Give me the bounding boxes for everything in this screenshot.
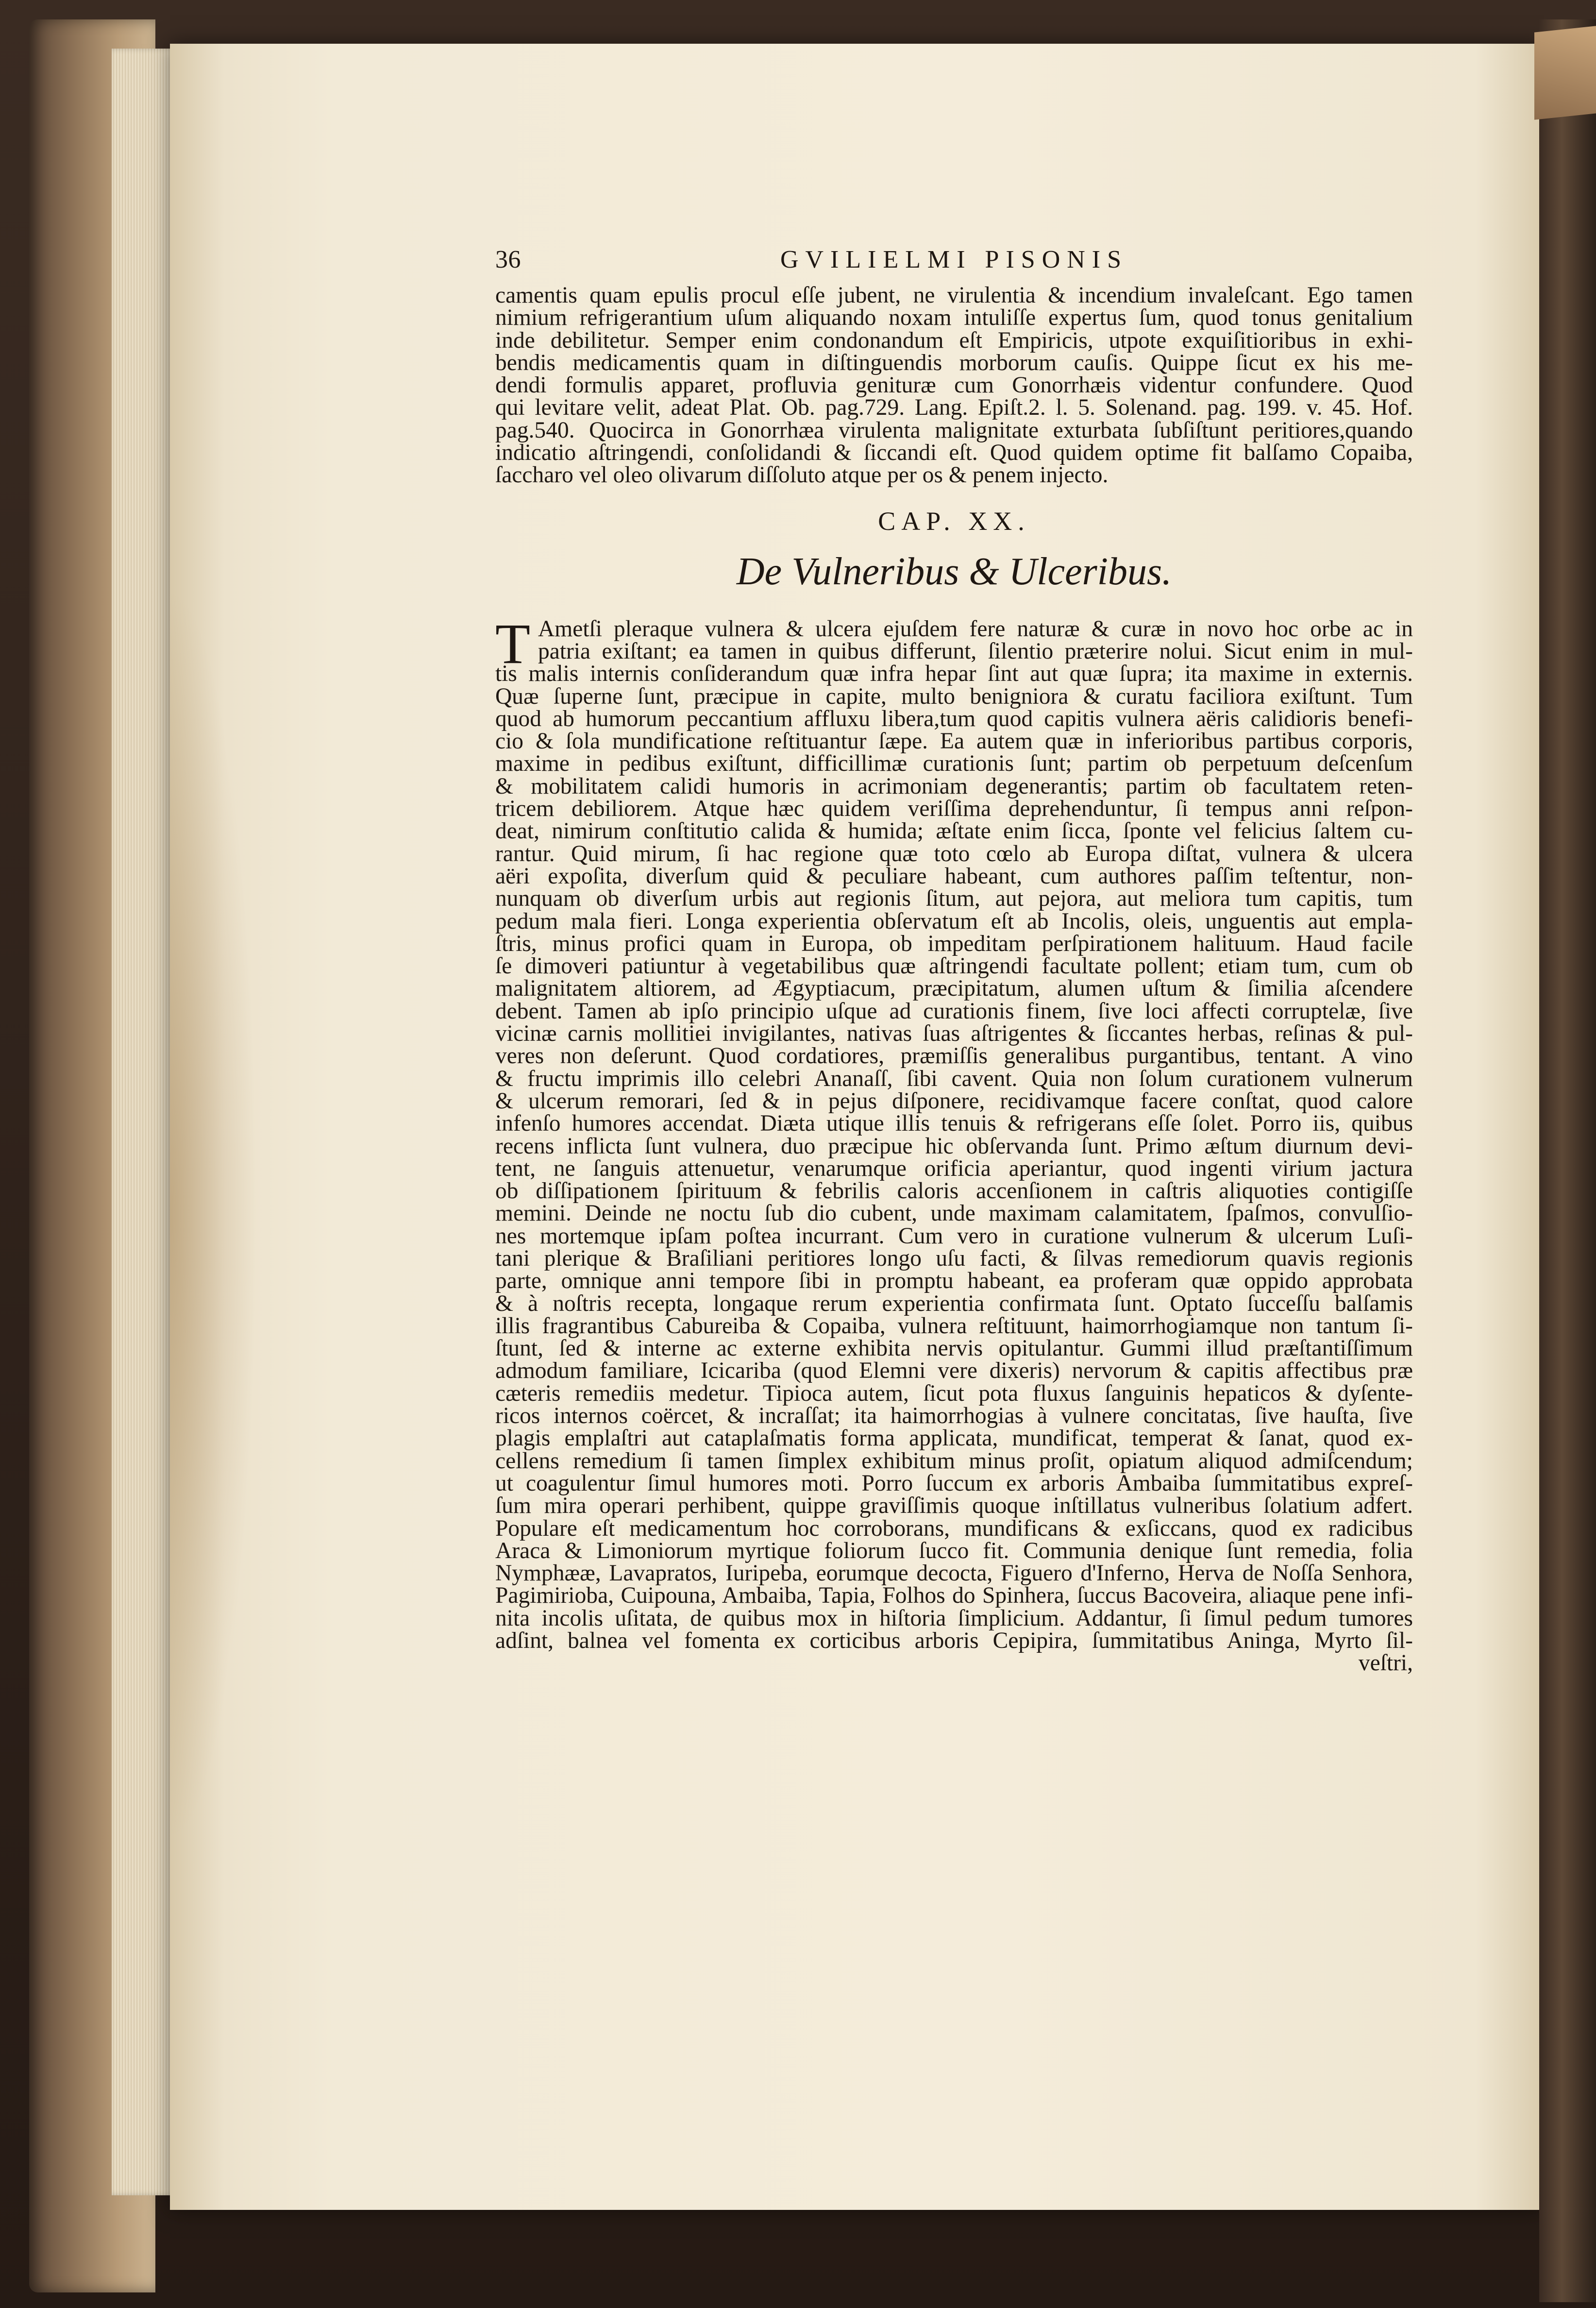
text-line: & fructu imprimis illo celebri Ananaſſ, ſibi cavent. Quia non ſolum curationem vulnerum bbox=[495, 1066, 1413, 1091]
text-line: infenſo humores accendat. Diæta utique illis tenuis & refrigerans eſſe ſolet. Porro iis, quibus bbox=[495, 1111, 1413, 1137]
text-line: pedum mala fieri. Longa experientia obſervatum eſt ab Incolis, oleis, unguentis aut empla- bbox=[495, 908, 1413, 934]
text-line: ſe dimoveri patiuntur à vegetabilibus quæ aſtringendi facultate pollent; etiam tum, cum ob bbox=[495, 953, 1413, 979]
facing-page-edge bbox=[1539, 19, 1596, 2302]
text-line: tricem debiliorem. Atque hæc quidem veriſſima deprehenduntur, ſi tempus anni reſpon- bbox=[495, 796, 1413, 822]
chapter-label: CAP. XX. bbox=[878, 506, 1030, 536]
text-line: recens inflicta ſunt vulnera, duo præcipue hic obſervanda ſunt. Primo æſtum diurnum devi- bbox=[495, 1133, 1413, 1159]
text-line: plagis emplaſtri aut cataplaſmatis forma applicata, mundificat, temperat & ſanat, quod ex- bbox=[495, 1426, 1413, 1451]
text-line: debent. Tamen ab ipſo principio uſque ad curationis finem, ſive loci affecti corruptelæ, ſive bbox=[495, 998, 1413, 1024]
text-line: quod ab humorum peccantium affluxu libera,tum quod capitis vulnera aëris calidioris benefi- bbox=[495, 706, 1413, 731]
text-line: tani plerique & Braſiliani peritiores longo uſu facti, & ſilvas remediorum quavis regionis bbox=[495, 1245, 1413, 1271]
text-line: maxime in pedibus exiſtunt, difficillimæ curationis ſunt; partim ob perpetuum deſcenſum bbox=[495, 751, 1413, 777]
text-line: ſum mira operari perhibent, quippe graviſſimis quoque inſtillatus vulneribus ſolatium adfert. bbox=[495, 1493, 1413, 1519]
chapter-title: De Vulneribus & Ulceribus. bbox=[736, 550, 1172, 593]
text-line: patria exiſtant; ea tamen in quibus differunt, ſilentio præterire nolui. Sicut enim in mul- bbox=[538, 638, 1413, 664]
text-line: tis malis internis conſiderandum quæ infra hepar ſint aut quæ ſupra; ita maxime in externis. bbox=[495, 661, 1413, 687]
text-line: nes mortemque ipſam poſtea incurrant. Cum vero in curatione vulnerum & ulcerum Luſi- bbox=[495, 1223, 1413, 1249]
text-line: admodum familiare, Icicariba (quod Elemni vere dixeris) nervorum & capitis affectibus præ bbox=[495, 1358, 1413, 1384]
text-line: ſtunt, ſed & interne ac externe exhibita nervis opitulantur. Gummi illud præſtantiſſimum bbox=[495, 1336, 1413, 1361]
page-stain bbox=[170, 583, 257, 1846]
text-line: ut coagulentur ſimul humores moti. Porro ſuccum ex arboris Ambaiba ſummitatibus expreſ- bbox=[495, 1470, 1413, 1496]
text-line: vicinæ carnis mollitiei invigilantes, nativas ſuas aſtrigentes & ſiccantes herbas, reſinas & pul- bbox=[495, 1021, 1413, 1047]
text-line: illis fragrantibus Cabureiba & Copaiba, vulnera reſtituunt, haimorrhogiamque non tantum ſi- bbox=[495, 1313, 1413, 1339]
text-line: cellens remedium ſi tamen ſimplex exhibitum minus proſit, opiatum aliquod admiſcendum; bbox=[495, 1448, 1413, 1474]
text-line: ob diſſipationem ſpirituum & febrilis caloris accenſionem in caſtris aliquoties contigiſſe bbox=[495, 1178, 1413, 1204]
drop-cap: T bbox=[495, 611, 531, 676]
text-line: & mobilitatem calidi humoris in acrimoniam degenerantis; partim ob facultatem reten- bbox=[495, 773, 1413, 799]
facing-page-corner bbox=[1534, 26, 1596, 119]
text-line: nita incolis uſitata, de quibus mox in hiſtoria ſimplicium. Addantur, ſi ſimul pedum tumores bbox=[495, 1605, 1413, 1631]
text-line: Quæ ſuperne ſunt, præcipue in capite, multo benigniora & curatu faciliora exiſtunt. Tum bbox=[495, 683, 1413, 709]
page-stack-edges bbox=[112, 49, 180, 2195]
catchword: veſtri, bbox=[1358, 1650, 1413, 1676]
text-line: cæteris remediis medetur. Tipioca autem, ſicut pota fluxus ſanguinis hepaticos & dyſente- bbox=[495, 1380, 1413, 1406]
text-line: Pagimirioba, Cuipouna, Ambaiba, Tapia, Folhos do Spinhera, ſuccus Bacoveira, aliaque pene infi- bbox=[495, 1583, 1413, 1609]
text-line: bendis medicamentis quam in diſtinguendis morborum cauſis. Quippe ſicut ex his me- bbox=[495, 350, 1413, 375]
text-line: Nymphææ, Lavapratos, Iuripeba, eorumque decocta, Figuero d'Inferno, Herva de Noſſa Senhora, bbox=[495, 1561, 1413, 1586]
text-line: nunquam ob diverſum urbis aut regionis ſitum, aut pejora, aut meliora tum capitis, tum bbox=[495, 886, 1413, 912]
running-head-author: GVILIELMI PISONIS bbox=[780, 246, 1128, 273]
text-line: veres non deſerunt. Quod cordatiores, præmiſſis generalibus purgantibus, tentant. A vino bbox=[495, 1043, 1413, 1069]
text-line: & à noſtris recepta, longaque rerum experientia confirmata ſunt. Optato ſucceſſu balſamis bbox=[495, 1290, 1413, 1316]
text-line: indicatio aſtringendi, conſolidandi & ſiccandi eſt. Quod quidem optime fit balſamo Copaiba, bbox=[495, 440, 1413, 466]
text-line: camentis quam epulis procul eſſe jubent, ne virulentia & incendium invaleſcant. Ego tamen bbox=[495, 283, 1413, 308]
text-line: nimium refrigerantium uſum aliquando noxam intuliſſe expertus ſum, quod tonus genitalium bbox=[495, 305, 1413, 331]
text-line: tent, ne ſanguis attenuetur, venarumque orificia aperiantur, quod ingenti virium jactura bbox=[495, 1155, 1413, 1181]
text-block bbox=[495, 245, 1413, 1674]
page-number: 36 bbox=[495, 246, 521, 273]
text-line: aëri expoſita, diverſum quid & peculiare habeant, cum authores paſſim teſtentur, non- bbox=[495, 863, 1413, 889]
text-line: pag.540. Quocirca in Gonorrhæa virulenta malignitate exturbata ſubſiſtunt peritiores,quando bbox=[495, 417, 1413, 443]
chapter-body bbox=[495, 611, 1413, 1654]
text-line: ſtris, minus profici quam in Europa, ob impeditam perſpirationem halituum. Haud facile bbox=[495, 931, 1413, 956]
text-line: deat, nimirum conſtitutio calida & humida; æſtate enim ſicca, ſponte vel felicius ſaltem cu- bbox=[495, 818, 1413, 844]
text-line: dendi formulis apparet, profluvia genituræ cum Gonorrhæis videntur confundere. Quod bbox=[495, 373, 1413, 398]
text-line: Populare eſt medicamentum hoc corroborans, mundificans & exſiccans, quod ex radicibus bbox=[495, 1515, 1413, 1541]
text-line: ricos internos coërcet, & incraſſat; ita haimorrhogias à vulnere concitatas, ſive hauſta, ſive bbox=[495, 1403, 1413, 1429]
text-line: cio & ſola mundificatione reſtituantur ſæpe. Ea autem quæ in inferioribus partibus corporis, bbox=[495, 729, 1413, 754]
text-line: parte, omnique anni tempore ſibi in promptu habeant, ea proferam quæ oppido approbata bbox=[495, 1268, 1413, 1294]
text-line: Ametſi pleraque vulnera & ulcera ejuſdem fere naturæ & curæ in novo hoc orbe ac in bbox=[538, 616, 1413, 642]
text-line: rantur. Quid mirum, ſi hac regione quæ toto cœlo ab Europa diſtat, vulnera & ulcera bbox=[495, 841, 1413, 866]
text-line: qui levitare velit, adeat Plat. Ob. pag.729. Lang. Epiſt.2. l. 5. Solenand. pag. 199. v. 45. Hof. bbox=[495, 395, 1413, 421]
text-line: malignitatem altiorem, ad Ægyptiacum, præcipitatum, alumen uſtum & ſimilia aſcendere bbox=[495, 976, 1413, 1001]
continued-paragraph bbox=[495, 284, 1413, 487]
text-line: Araca & Limoniorum myrtique foliorum ſucco fit. Communia denique ſunt remedia, folia bbox=[495, 1538, 1413, 1563]
text-line: ſaccharo vel oleo olivarum diſſoluto atque per os & penem injecto. bbox=[495, 462, 1109, 488]
text-line: memini. Deinde ne noctu ſub dio cubent, unde maximam calamitatem, ſpaſmos, convulſio- bbox=[495, 1201, 1413, 1226]
text-line: adſint, balnea vel fomenta ex corticibus arboris Cepipira, ſummitatibus Aninga, Myrto ſil- bbox=[495, 1628, 1413, 1654]
text-line: inde debilitetur. Semper enim condonandum eſt Empiricis, utpote exquiſitioribus in exhi- bbox=[495, 327, 1413, 353]
text-line: & ulcerum remorari, ſed & in pejus diſponere, recidivamque facere conſtat, quod calore bbox=[495, 1088, 1413, 1114]
running-head bbox=[495, 245, 1413, 284]
